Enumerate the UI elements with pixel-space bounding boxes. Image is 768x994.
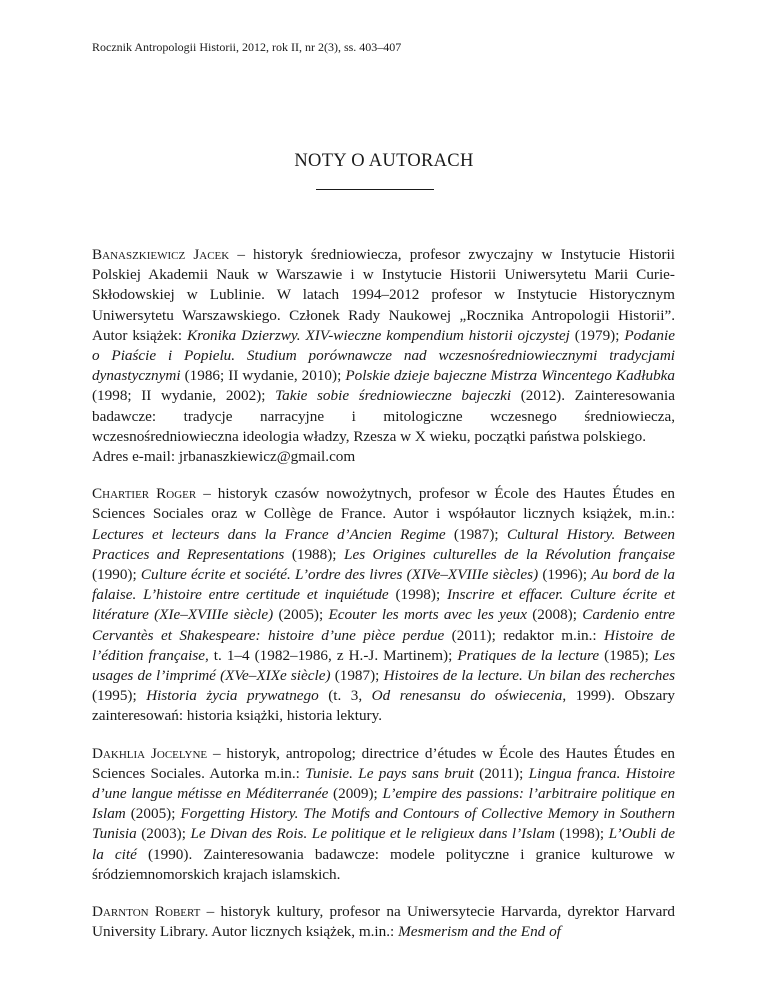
book-title: Mesmerism and the End of [398,923,561,941]
author-note: Banaszkiewicz Jacek – historyk średniowiecza, profesor zwyczajny w Instytucie Historii Polskiej Akademii Nauk w Warszawie i w Instytucie Historii Uniwersytetu Marii Curie-Skłodowskiej w Lublinie. W latach 1994–2012 profesor w Instytucie Historycznym Uniwersytetu Warszawskiego. Członek Rady Naukowej „Rocznika Antropologii Historii”. Autor książek: Kronika Dzierzwy. XIV-wieczne kompendium historii ojczystej (1979); Podanie o Piaście i Popielu. Studium porównawcze nad wczesnośredniowiecznymi tradycjami dynastycznymi (1986; II wydanie, 2010); Polskie dzieje bajeczne Mistrza Wincentego Kadłubka (1998; II wydanie, 2002); Takie sobie średniowieczne bajeczki (2012). Zainteresowania badawcze: tradycje narracyjne i mitologiczne wczesnego średniowiecza, wczesnośredniowieczna ideologia władzy, Rzesza w X wieku, początki państwa polskiego. Adres e-mail: jrbanaszkiewicz@gmail.com [92,245,675,467]
book-title: L’Oubli de la cité [92,825,675,863]
book-title: Cultural History. Between Practices and Representations [92,525,676,563]
book-title: Historia życia prywatnego [146,687,319,705]
book-title: Kronika Dzierzwy. XIV-wieczne kompendium historii ojczystej [186,326,570,344]
book-title: Pratiques de la lecture [457,646,600,664]
author-name: Banaszkiewicz Jacek [92,246,230,263]
page-title: NOTY O AUTORACH [294,151,474,171]
book-title: Forgetting History. The Motifs and Contours of Collective Memory in Southern Tunisia [92,805,675,843]
book-title: Inscrire et effacer. Culture écrite et litérature (XIe–XVIIIe siècle) [92,586,675,624]
book-title: Cardenio entre Cervantès et Shakespeare: histoire d’une pièce perdue [92,606,675,644]
book-title: Podanie o Piaście i Popielu. Studium porównawcze nad wczesnośredniowiecznymi tradycjami dynastycznymi [92,326,675,385]
author-note: Dakhlia Jocelyne – historyk, antropolog; directrice d’études w École des Hautes Études en Sciences Sociales. Autorka m.in.: Tunisie. Le pays sans bruit (2011); Lingua franca. Histoire d’une langue métisse en Méditerranée (2009); L’empire des passions: l’arbitraire politique en Islam (2005); Forgetting History. The Motifs and Contours of Collective Memory in Southern Tunisia (2003); Le Divan des Rois. Le politique et le religieux dans l’Islam (1998); L’Oubli de la cité (1990). Zainteresowania badawcze: modele polityczne i granice kulturowe w śródziemnomorskich krajach islamskich. [92,744,676,883]
book-title: Lectures et lecteurs dans la France d’Ancien Regime [92,525,446,543]
book-title: Histoire de l’édition française [92,626,675,664]
book-title: Polskie dzieje bajeczne Mistrza Wincentego Kadłubka [345,367,675,385]
journal-header: Rocznik Antropologii Historii, 2012, rok II, nr 2(3), ss. 403–407 [92,40,402,54]
book-title: Les usages de l’imprimé (XVe–XIXe siècle) [92,646,675,685]
author-name: Dakhlia Jocelyne [92,744,208,762]
author-note: Darnton Robert – historyk kultury, profesor na Uniwersytecie Harvarda, dyrektor Harvard University Library. Autor licznych książek, m.in.: Mesmerism and the End of [92,903,675,941]
author-name: Chartier Roger [92,485,197,503]
book-title: Culture écrite et société. L’ordre des livres (XIVe–XVIIIe siècles) [140,566,539,584]
book-title: Les Origines culturelles de la Révolution française [344,545,676,563]
book-title: Le Divan des Rois. Le politique et le religieux dans l’Islam [190,825,555,843]
author-email: Adres e-mail: jrbanaszkiewicz@gmail.com [92,448,356,466]
author-name: Darnton Robert [92,903,201,921]
book-title: L’empire des passions: l’arbitraire politique en Islam [92,785,675,823]
book-title: Ecouter les morts avec les yeux [328,606,527,624]
book-title: Tunisie. Le pays sans bruit [305,764,474,782]
book-title: Lingua franca. Histoire d’une langue métisse en Méditerranée [92,764,675,803]
author-notes [92,245,675,960]
author-note: Chartier Roger – historyk czasów nowożytnych, profesor w École des Hautes Études en Sciences Sociales oraz w Collège de France. Autor i współautor licznych książek, m.in.: Lectures et lecteurs dans la France d’Ancien Regime (1987); Cultural History. Between Practices and Representations (1988); Les Origines culturelles de la Révolution française (1990); Culture écrite et société. L’ordre des livres (XIVe–XVIIIe siècles) (1996); Au bord de la falaise. L’histoire entre certitude et inquiétude (1998); Inscrire et effacer. Culture écrite et litérature (XIe–XVIIIe siècle) (2005); Ecouter les morts avec les yeux (2008); Cardenio entre Cervantès et Shakespeare: histoire d’une pièce perdue (2011); redaktor m.in.: Histoire de l’édition française, t. 1–4 (1982–1986, z H.-J. Martinem); Pratiques de la lecture (1985); Les usages de l’imprimé (XVe–XIXe siècle) (1987); Histoires de la lecture. Un bilan des recherches (1995); Historia życia prywatnego (t. 3, Od renesansu do oświecenia, 1999). Obszary zainteresowań: historia książki, historia lektury. [92,485,676,725]
book-title: Od renesansu do oświecenia [371,687,563,705]
book-title: Histoires de la lecture. Un bilan des recherches [383,667,675,685]
title-rule [316,189,434,190]
book-title: Au bord de la falaise. L’histoire entre certitude et inquiétude [92,566,675,604]
book-title: Takie sobie średniowieczne bajeczki [275,387,512,405]
